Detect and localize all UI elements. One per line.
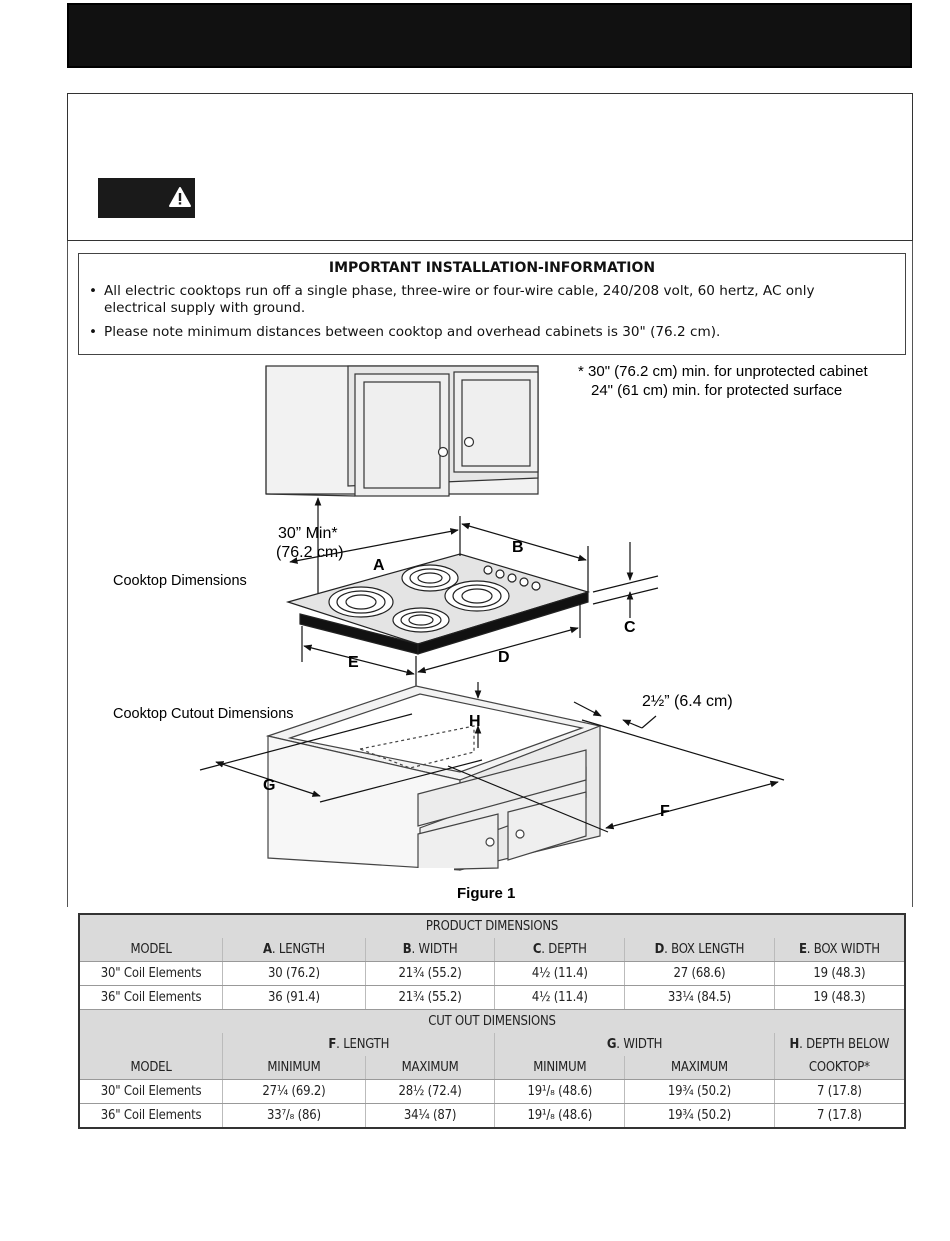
installation-info-box	[78, 253, 906, 355]
table-row	[79, 962, 905, 986]
cell-f-max: 34¼ (87)	[365, 1104, 495, 1129]
dim-letter-h: H	[469, 713, 481, 730]
cell-h: 7 (17.8)	[774, 1104, 905, 1129]
info-bullet: • Please note minimum distances between cooktop and overhead cabinets is 30" (76.2 cm).	[89, 324, 849, 341]
cell-h: 7 (17.8)	[774, 1080, 905, 1104]
col-box-length: D. BOX LENGTH	[625, 938, 775, 962]
cell-box-length: 27 (68.6)	[625, 962, 775, 986]
cutout-header-row-1	[79, 1033, 905, 1056]
cell-length: 36 (91.4)	[223, 986, 366, 1010]
base-cabinet	[268, 686, 600, 870]
product-dimensions-title: PRODUCT DIMENSIONS	[79, 914, 905, 938]
header-bar	[67, 3, 912, 68]
col-depth: C. DEPTH	[495, 938, 625, 962]
dim-letter-a: A	[373, 557, 385, 574]
warning-triangle-icon	[165, 178, 195, 218]
info-title: IMPORTANT INSTALLATION-INFORMATION	[328, 260, 656, 276]
cutout-dimensions-title: CUT OUT DIMENSIONS	[79, 1010, 905, 1034]
cell-width: 21¾ (55.2)	[365, 986, 495, 1010]
cell-depth: 4½ (11.4)	[495, 986, 625, 1010]
col-width: B. WIDTH	[365, 938, 495, 962]
cell-box-length: 33¼ (84.5)	[625, 986, 775, 1010]
col-length: A. LENGTH	[223, 938, 366, 962]
cell-f-max: 28½ (72.4)	[365, 1080, 495, 1104]
cell-g-max: 19¾ (50.2)	[625, 1080, 775, 1104]
caption-backdrop	[360, 868, 454, 906]
product-header-row	[79, 938, 905, 962]
table-row	[79, 986, 905, 1010]
dim-letter-c: C	[624, 619, 636, 636]
min-clearance-metric: (76.2 cm)	[276, 544, 344, 561]
cutout-dimensions-label: Cooktop Cutout Dimensions	[113, 706, 294, 722]
col-g-min: MINIMUM	[495, 1056, 625, 1080]
cell-g-min: 19¹/₈ (48.6)	[495, 1104, 625, 1129]
clearance-label: 2½” (6.4 cm)	[642, 693, 733, 710]
min-clearance-label: 30” Min*	[278, 525, 338, 542]
cell-length: 30 (76.2)	[223, 962, 366, 986]
product-dimensions-title-row	[79, 914, 905, 938]
warning-box	[67, 93, 913, 241]
cell-model: 30" Coil Elements	[79, 962, 223, 986]
cell-width: 21¾ (55.2)	[365, 962, 495, 986]
dim-letter-g: G	[263, 777, 276, 794]
col-h-cooktop: COOKTOP*	[774, 1056, 905, 1080]
col-f-max: MAXIMUM	[365, 1056, 495, 1080]
cell-box-width: 19 (48.3)	[774, 962, 905, 986]
cell-model: 36" Coil Elements	[79, 986, 223, 1010]
dim-letter-f: F	[660, 803, 670, 820]
cell-depth: 4½ (11.4)	[495, 962, 625, 986]
cabinet-note: * 30" (76.2 cm) min. for unprotected cabinet	[578, 363, 868, 380]
table-row	[79, 1104, 905, 1129]
cell-model: 36" Coil Elements	[79, 1104, 223, 1129]
dim-letter-e: E	[348, 654, 359, 671]
figure-caption: Figure 1	[457, 885, 516, 902]
cell-f-min: 27¼ (69.2)	[223, 1080, 366, 1104]
cutout-dimensions-title-row	[79, 1010, 905, 1034]
col-h-depth: H. DEPTH BELOW	[774, 1033, 905, 1056]
dimensions-table	[78, 913, 906, 1129]
cooktop-dimensions-label: Cooktop Dimensions	[113, 573, 247, 589]
dim-letter-d: D	[498, 649, 510, 666]
upper-cabinet	[266, 366, 538, 496]
cell-g-max: 19¾ (50.2)	[625, 1104, 775, 1129]
installation-diagram	[68, 356, 912, 906]
cell-f-min: 33⁷/₈ (86)	[223, 1104, 366, 1129]
col-box-width: E. BOX WIDTH	[774, 938, 905, 962]
col-model: MODEL	[79, 1056, 223, 1080]
info-bullet: • All electric cooktops run off a single phase, three-wire or four-wire cable, 240/208 volt, 60 hertz, AC only electrical supply with ground.	[89, 283, 849, 317]
dim-letter-b: B	[512, 539, 524, 556]
cooktop	[288, 554, 588, 654]
warning-label	[98, 178, 195, 218]
col-f-length: F. LENGTH	[223, 1033, 495, 1056]
info-bullet-text: Please note minimum distances between cooktop and overhead cabinets is 30" (76.2 cm).	[104, 324, 721, 340]
col-f-min: MINIMUM	[223, 1056, 366, 1080]
col-g-width: G. WIDTH	[495, 1033, 774, 1056]
cutout-header-row-2	[79, 1056, 905, 1080]
info-bullet-text: All electric cooktops run off a single phase, three-wire or four-wire cable, 240/208 volt, 60 hertz, AC only electrical supply with ground.	[104, 283, 815, 316]
col-g-max: MAXIMUM	[625, 1056, 775, 1080]
cell-box-width: 19 (48.3)	[774, 986, 905, 1010]
cabinet-note-protected: 24" (61 cm) min. for protected surface	[591, 382, 843, 399]
cell-model: 30" Coil Elements	[79, 1080, 223, 1104]
table-row	[79, 1080, 905, 1104]
cell-g-min: 19¹/₈ (48.6)	[495, 1080, 625, 1104]
col-model: MODEL	[79, 938, 223, 962]
